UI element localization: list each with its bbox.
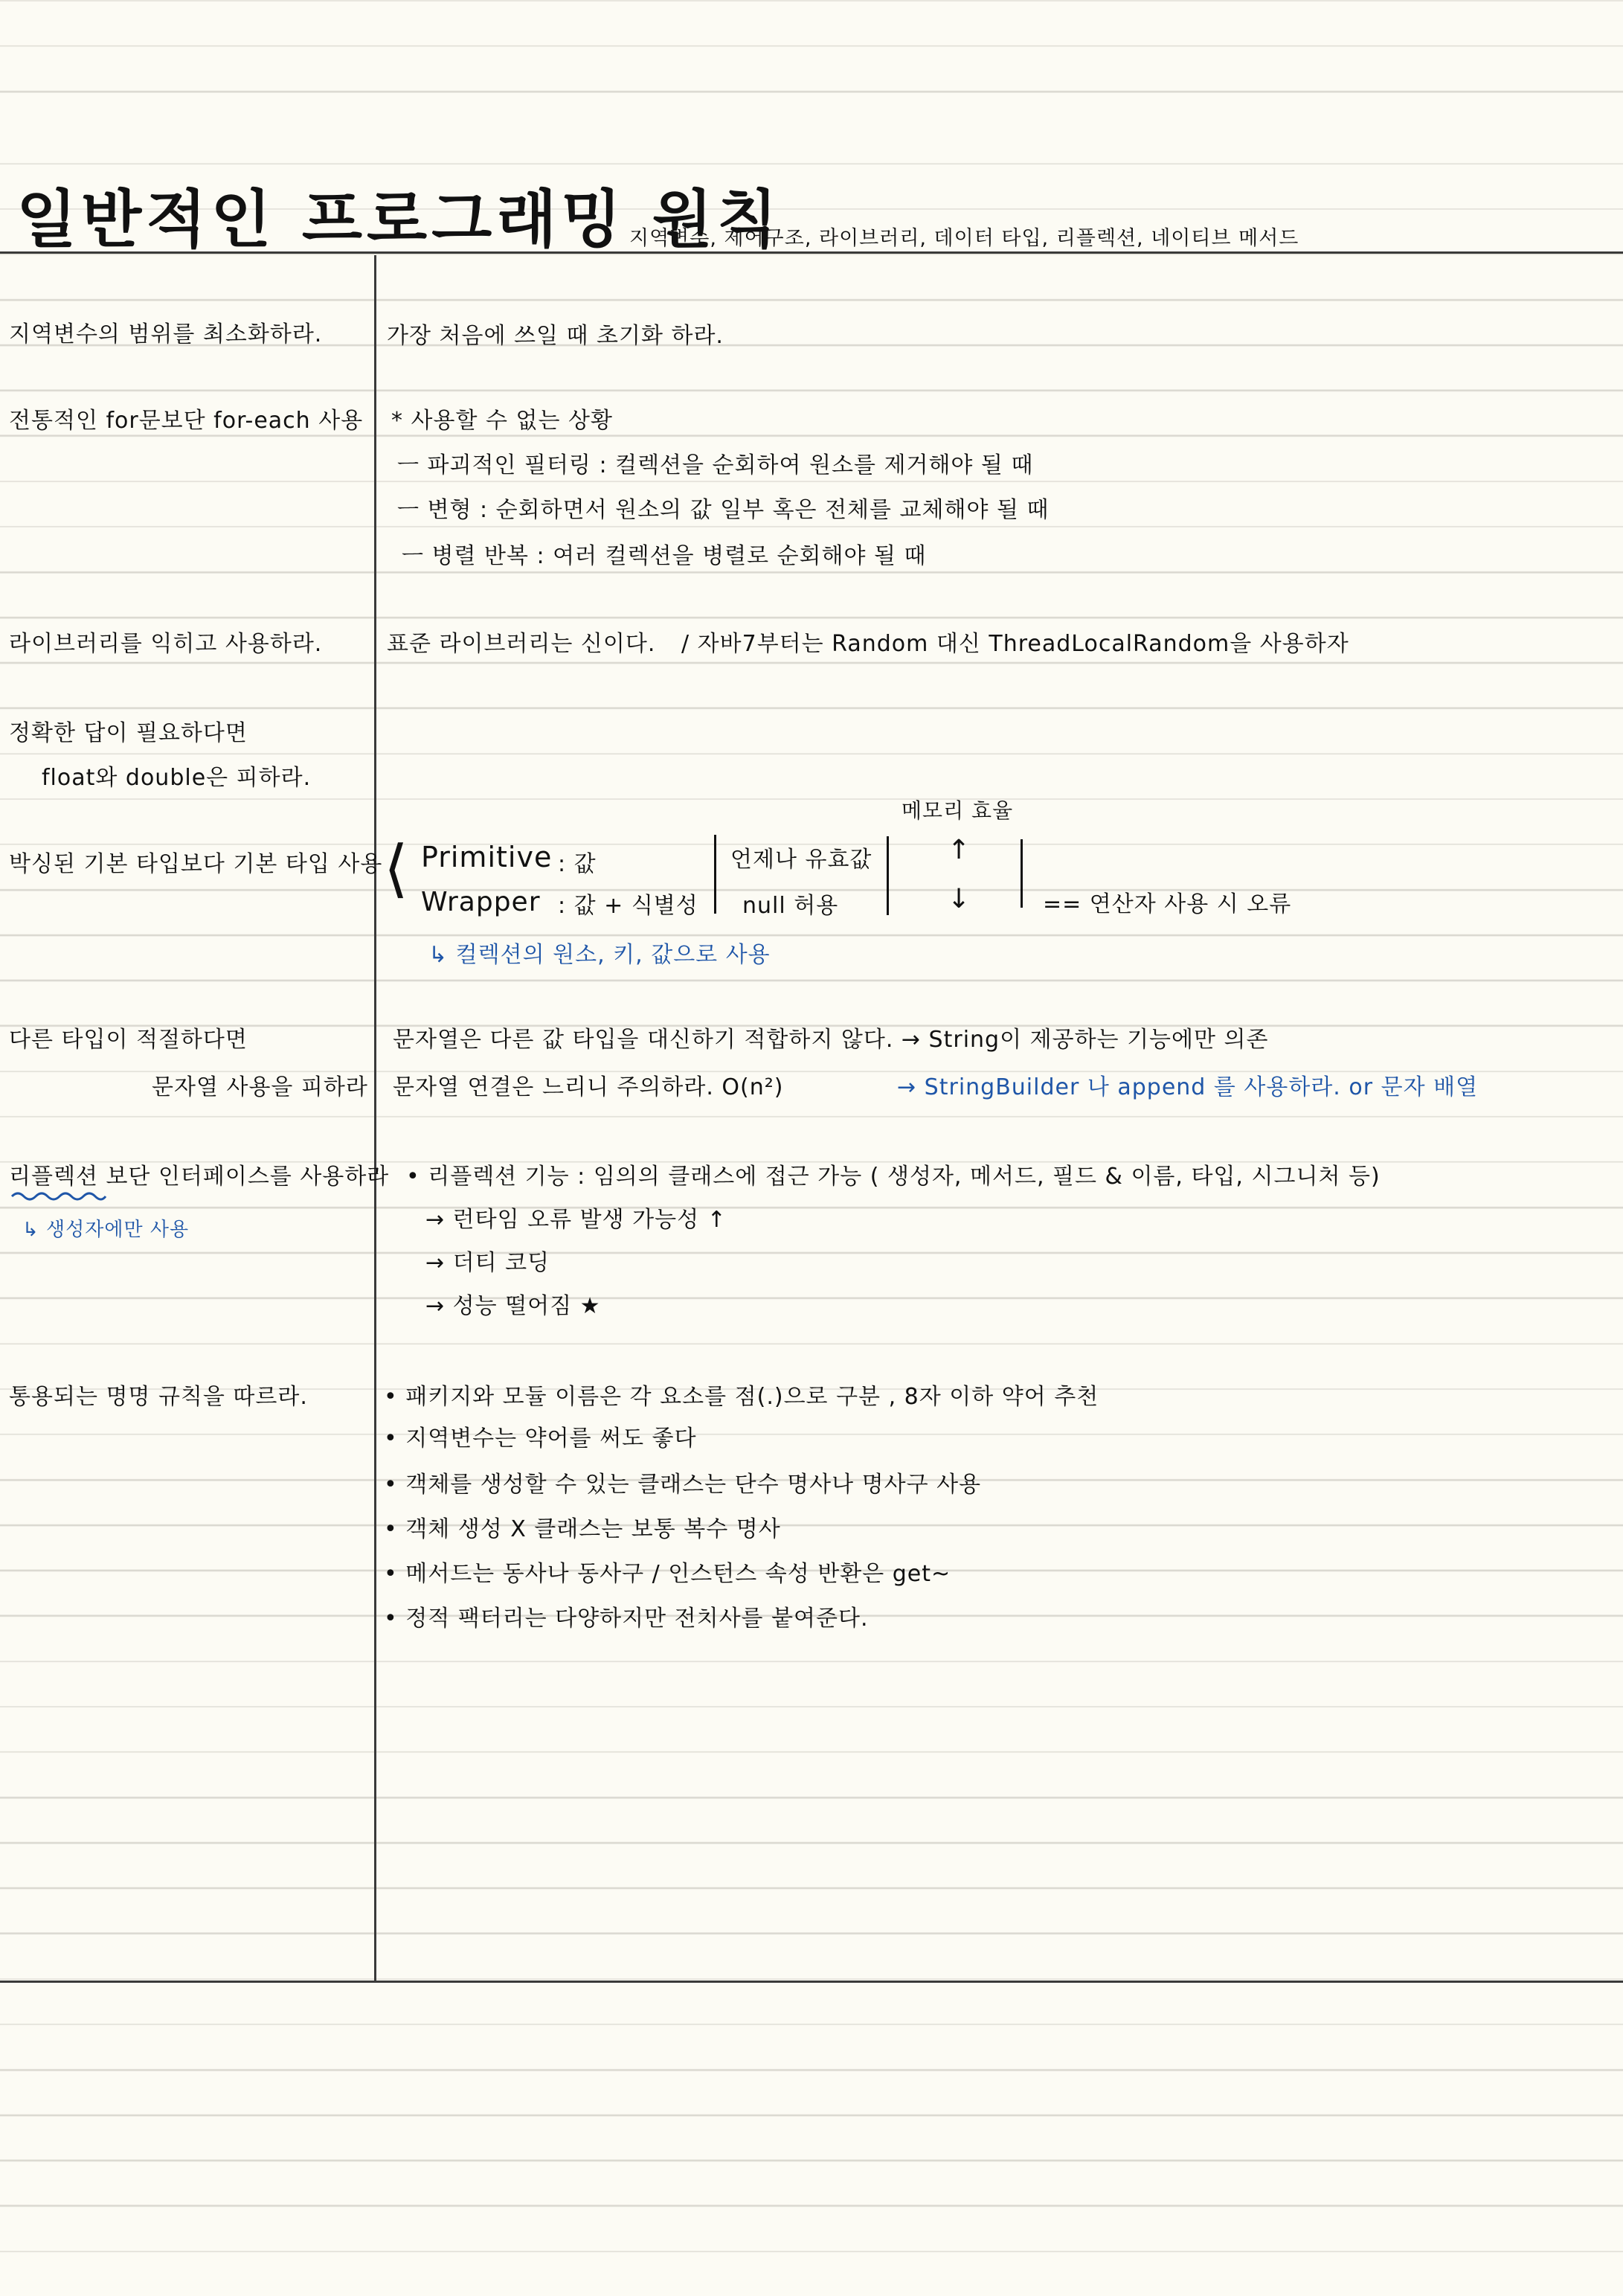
naming-topic: 통용되는 명명 규칙을 따르라. <box>9 1384 308 1410</box>
foreach-topic: 전통적인 for문보단 for-each 사용 <box>9 408 364 434</box>
boxing-topic: 박싱된 기본 타입보다 기본 타입 사용 <box>9 851 383 877</box>
float-topic-line1: 정확한 답이 필요하다면 <box>9 720 248 746</box>
arrow-down-icon: ↓ <box>948 884 971 914</box>
naming-rule: • 지역변수는 약어를 써도 좋다 <box>384 1426 697 1452</box>
library-note: 표준 라이브러리는 신이다. <box>387 631 656 657</box>
foreach-header: * 사용할 수 없는 상황 <box>391 408 613 434</box>
reflection-drawback: → 런타임 오류 발생 가능성 ↑ <box>425 1207 727 1233</box>
arrow-up-icon: ↑ <box>948 835 971 865</box>
string-topic-line2: 문자열 사용을 피하라 <box>152 1074 368 1100</box>
float-topic-line2: float와 double은 피하라. <box>42 765 312 791</box>
naming-rule: • 메서드는 동사나 동사구 / 인스턴스 속성 반환은 get~ <box>384 1561 951 1587</box>
table-divider <box>887 836 889 915</box>
foreach-item: ㅡ 변형 : 순회하면서 원소의 값 일부 혹은 전체를 교체해야 될 때 <box>397 497 1050 523</box>
naming-rule: • 정적 팩터리는 다양하지만 전치사를 붙여준다. <box>384 1606 869 1632</box>
bottom-rule <box>0 1981 1623 1983</box>
squiggle-underline-icon <box>10 1189 107 1204</box>
wrapper-null: null 허용 <box>742 893 839 919</box>
reflection-feature: • 리플렉션 기능 : 임의의 클래스에 접근 가능 ( 생성자, 메서드, 필드 & 이름, 타입, 시그니처 등) <box>406 1164 1381 1190</box>
reflection-drawback: → 성능 떨어짐 ★ <box>425 1293 601 1319</box>
memory-efficiency-label: 메모리 효율 <box>902 798 1014 823</box>
string-note-line2: 문자열 연결은 느리니 주의하라. O(n²) <box>393 1074 784 1100</box>
table-divider <box>714 835 716 914</box>
primitive-label: Primitive <box>421 841 553 873</box>
table-divider <box>1021 839 1023 908</box>
foreach-item: ㅡ 병렬 반복 : 여러 컬렉션을 병렬로 순회해야 될 때 <box>402 543 927 569</box>
page-title: 일반적인 프로그래밍 원칙 <box>16 183 782 256</box>
constructor-only-note: ↳ 생성자에만 사용 <box>22 1219 190 1241</box>
local-var-topic: 지역변수의 범위를 최소화하라. <box>9 321 323 347</box>
string-topic-line1: 다른 타입이 적절하다면 <box>9 1027 248 1053</box>
equality-operator-note: == 연산자 사용 시 오류 <box>1043 891 1292 917</box>
page-subtitle: 지역변수, 제어구조, 라이브러리, 데이터 타입, 리플렉션, 네이티브 메서드 <box>629 227 1299 250</box>
stringbuilder-tip: → StringBuilder 나 append 를 사용하라. or 문자 배열 <box>897 1074 1479 1100</box>
column-divider <box>374 255 376 1981</box>
string-note-line1: 문자열은 다른 값 타입을 대신하기 적합하지 않다. → String이 제공하는 기능에만 의존 <box>393 1027 1269 1053</box>
library-topic: 라이브러리를 익히고 사용하라. <box>9 631 323 657</box>
primitive-desc: : 값 <box>558 851 597 877</box>
foreach-item: ㅡ 파괴적인 필터링 : 컬렉션을 순회하여 원소를 제거해야 될 때 <box>397 452 1034 478</box>
brace-icon: ⟨ <box>384 832 408 905</box>
reflection-topic: 리플렉션 보단 인터페이스를 사용하라 <box>9 1164 390 1190</box>
naming-rule: • 객체를 생성할 수 있는 클래스는 단수 명사나 명사구 사용 <box>384 1472 982 1498</box>
reflection-drawback: → 더티 코딩 <box>425 1250 550 1276</box>
wrapper-label: Wrapper <box>421 887 541 917</box>
collection-usage-note: ↳ 컬렉션의 원소, 키, 값으로 사용 <box>428 942 771 968</box>
naming-rule: • 패키지와 모듈 이름은 각 요소를 점(.)으로 구분 , 8자 이하 약어 추천 <box>384 1384 1099 1410</box>
local-var-note: 가장 처음에 쓰일 때 초기화 하라. <box>387 323 724 349</box>
library-tip: / 자바7부터는 Random 대신 ThreadLocalRandom을 사용하자 <box>681 631 1349 657</box>
wrapper-desc: : 값 + 식별성 <box>558 893 698 919</box>
primitive-valid: 언제나 유효값 <box>730 847 872 873</box>
naming-rule: • 객체 생성 X 클래스는 보통 복수 명사 <box>384 1516 781 1542</box>
